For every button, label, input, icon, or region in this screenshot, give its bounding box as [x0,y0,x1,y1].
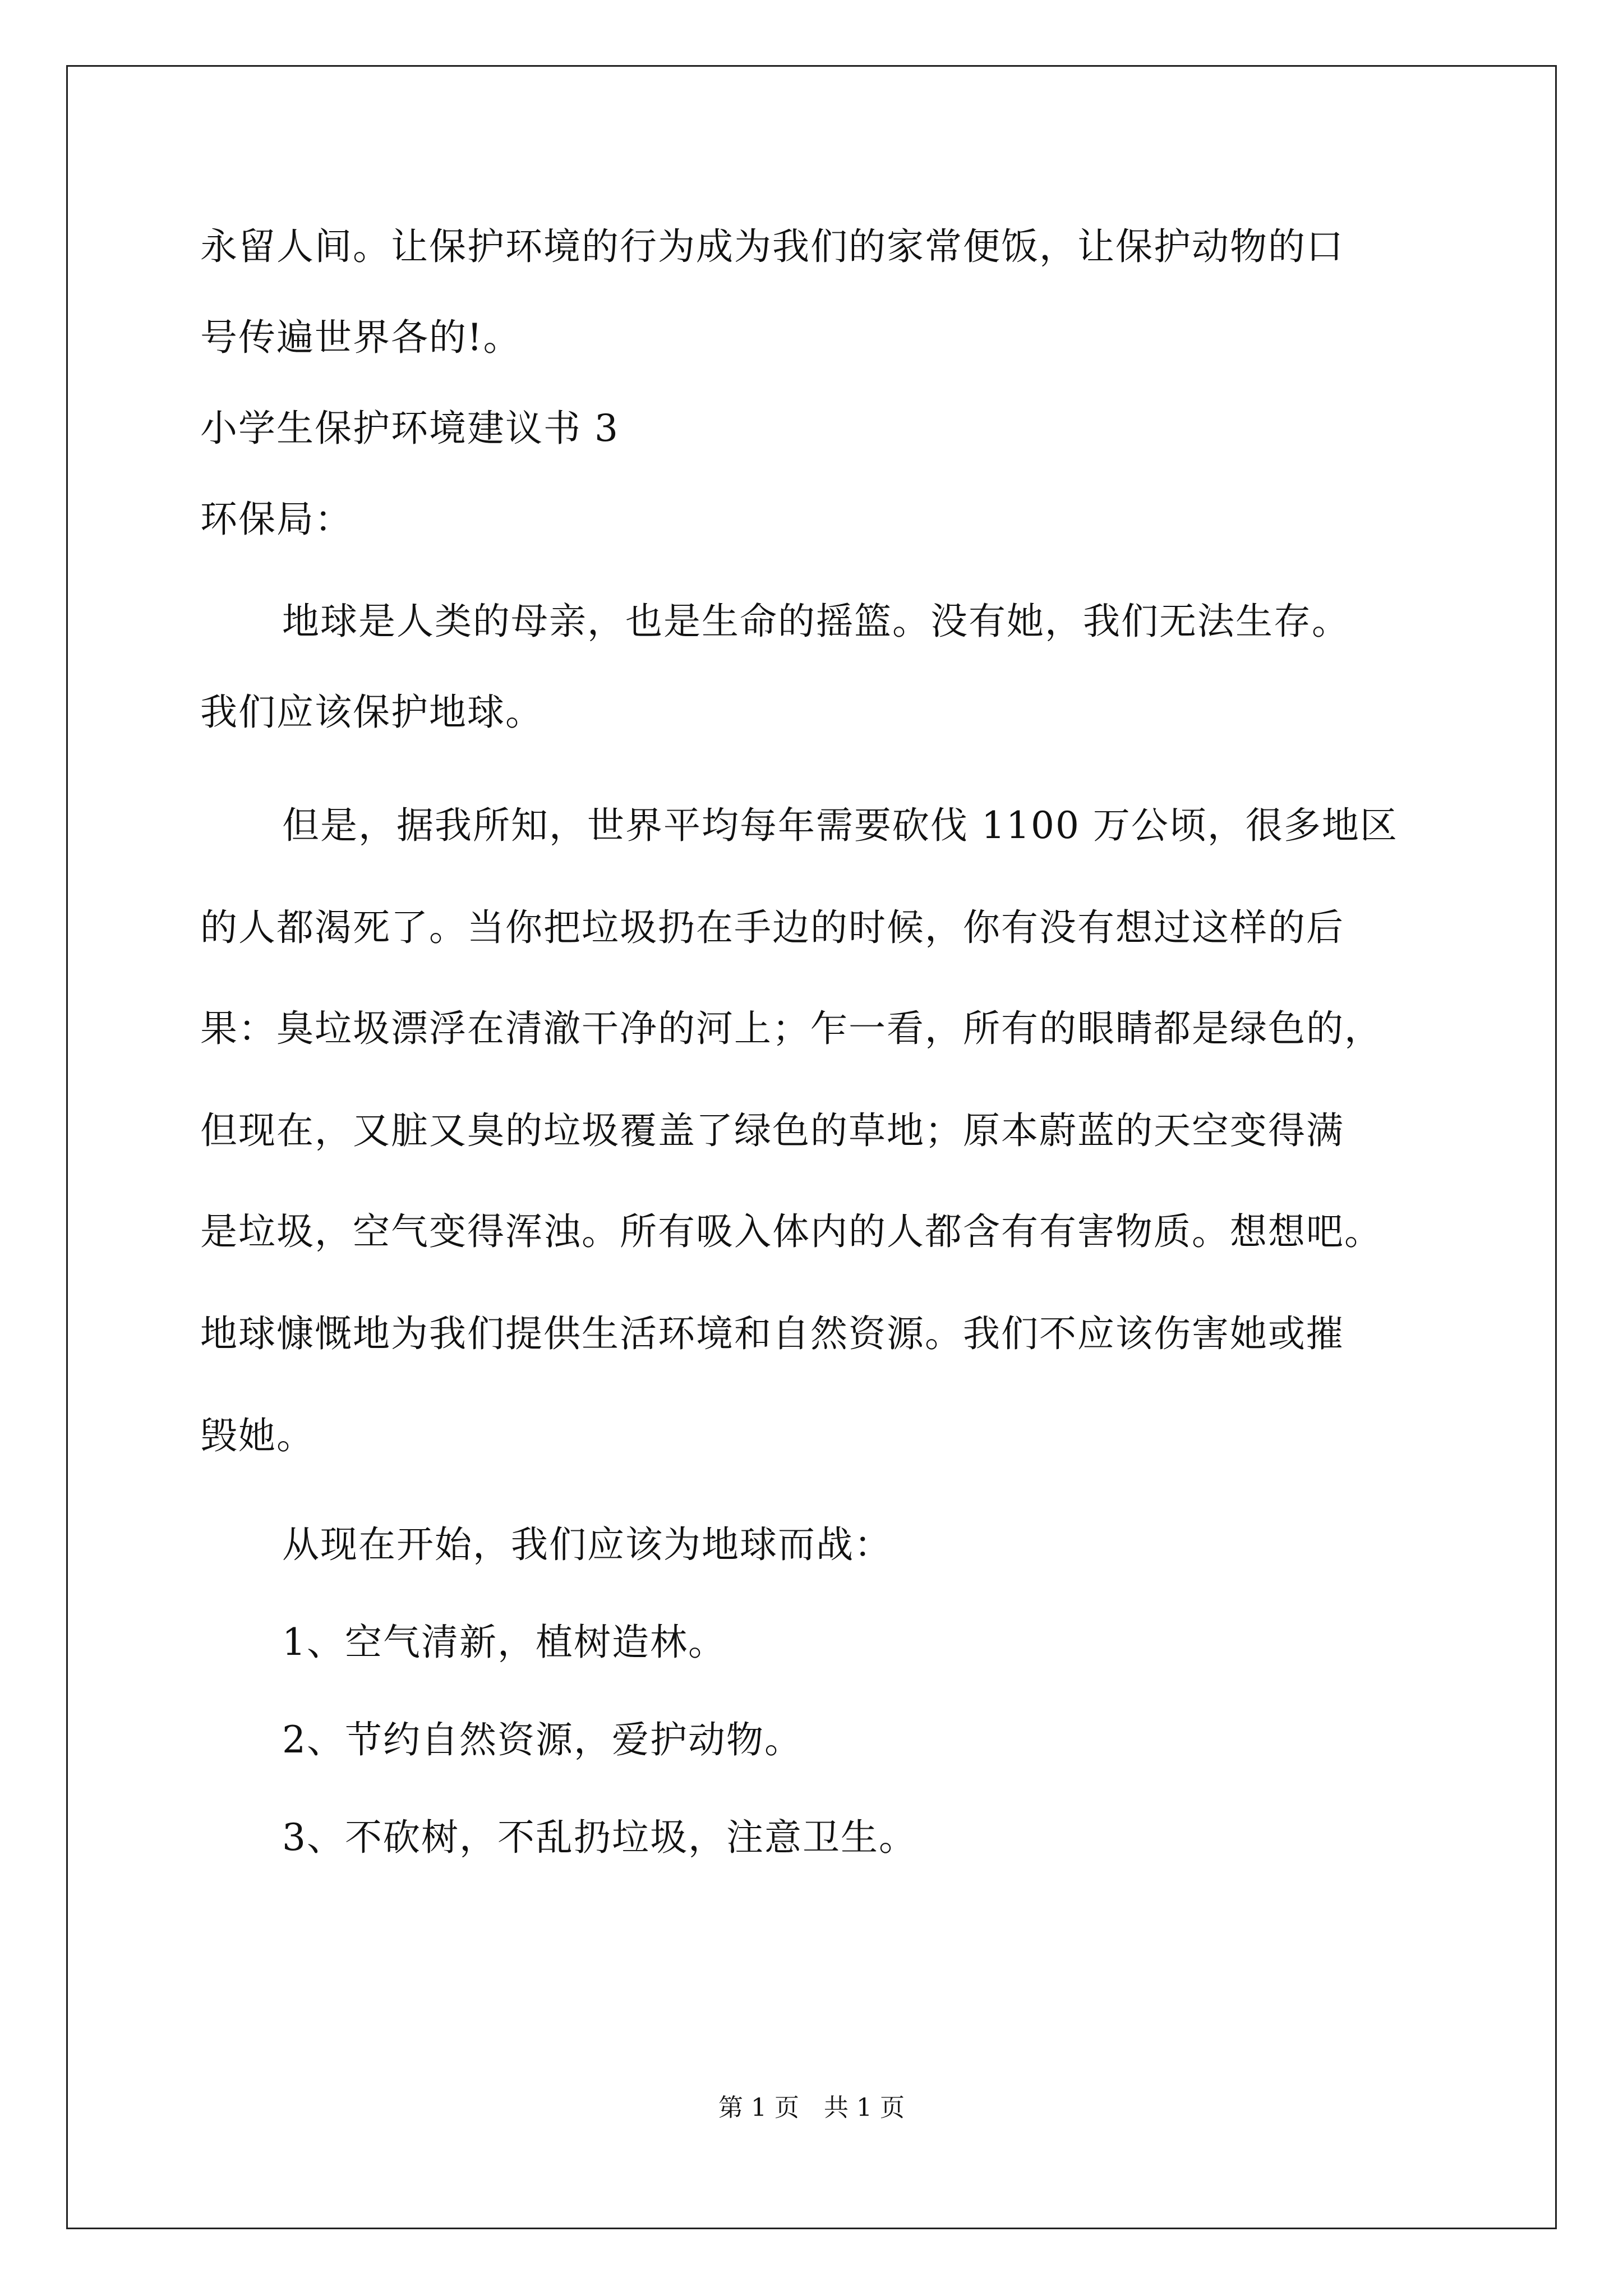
paragraph-2-line-7: 毁她。 [200,1414,315,1457]
paragraph-2-line-6: 地球慷慨地为我们提供生活环境和自然资源。我们不应该伤害她或摧 [200,1312,1344,1355]
paragraph-2-line-3: 果：臭垃圾漂浮在清澈干净的河上；乍一看，所有的眼睛都是绿色的， [200,1007,1382,1050]
paragraph-3: 从现在开始，我们应该为地球而战： [282,1523,892,1566]
list-item-2: 2、节约自然资源，爱护动物。 [282,1718,803,1761]
paragraph-2-line-2: 的人都渴死了。当你把垃圾扔在手边的时候，你有没有想过这样的后 [200,906,1344,949]
paragraph-2-line-1: 但是，据我所知，世界平均每年需要砍伐 1100 万公顷，很多地区 [282,804,1398,847]
salutation: 环保局： [200,498,353,541]
body-line-2: 号传遍世界各的!。 [200,316,522,359]
list-item-1: 1、空气清新，植树造林。 [282,1621,726,1664]
section-title: 小学生保护环境建议书 3 [200,407,619,450]
paragraph-2-line-5: 是垃圾，空气变得浑浊。所有吸入体内的人都含有有害物质。想想吧。 [200,1210,1382,1253]
paragraph-1-line-1: 地球是人类的母亲，也是生命的摇篮。没有她，我们无法生存。 [282,600,1350,643]
paragraph-1-line-2: 我们应该保护地球。 [200,691,543,734]
page-number: 第 1 页 共 1 页 [718,2093,905,2122]
body-line-1: 永留人间。让保护环境的行为成为我们的家常便饭，让保护动物的口 [200,225,1344,268]
paragraph-2-line-4: 但现在，又脏又臭的垃圾覆盖了绿色的草地；原本蔚蓝的天空变得满 [200,1109,1344,1152]
list-item-3: 3、不砍树，不乱扔垃圾，注意卫生。 [282,1816,917,1859]
